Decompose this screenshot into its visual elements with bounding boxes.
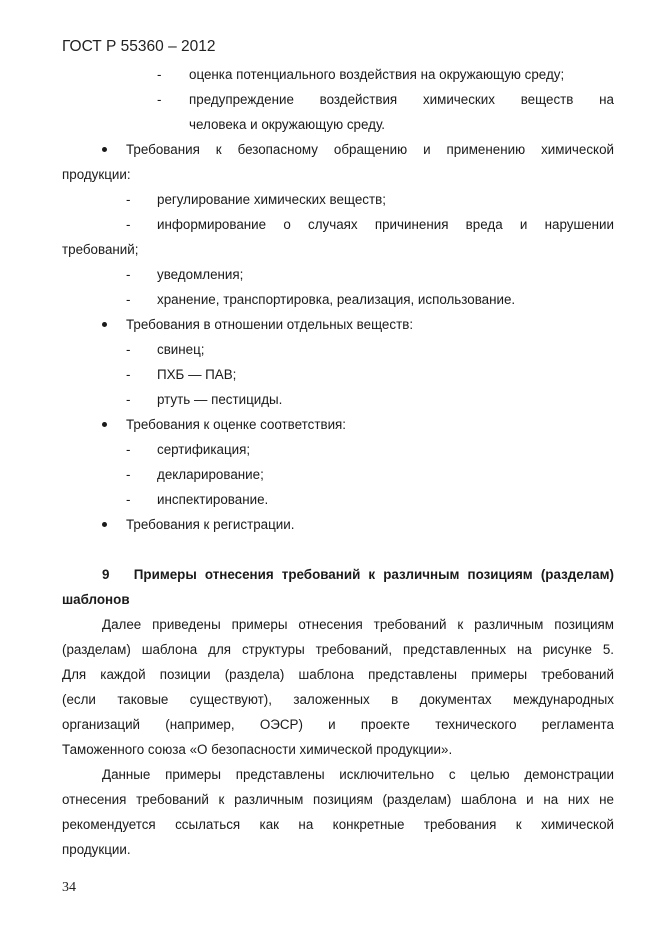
paragraph-line: рекомендуется ссылаться как на конкретные требования к химической — [62, 817, 614, 832]
bullet-item: Требования к оценке соответствия: — [126, 417, 347, 432]
list-item: оценка потенциального воздействия на окружающую среду; — [189, 67, 565, 82]
list-item: регулирование химических веществ; — [157, 192, 386, 207]
page-header: ГОСТ Р 55360 – 2012 — [62, 38, 216, 55]
section-heading: 9 Примеры отнесения требований к различным позициям (разделам) — [102, 567, 614, 582]
list-item: ртуть — пестициды. — [157, 392, 283, 407]
list-item: ПХБ — ПАВ; — [157, 367, 237, 382]
bullet-item: Требования в отношении отдельных веществ: — [126, 317, 414, 332]
page-number: 34 — [62, 880, 76, 895]
paragraph-line: Для каждой позиции (раздела) шаблона представлены примеры требований — [62, 667, 614, 682]
dash-marker: - — [126, 292, 131, 307]
list-item: предупреждение воздействия химических веществ на — [189, 92, 614, 107]
bullet-marker — [102, 147, 107, 152]
list-item-continuation: требований; — [62, 242, 139, 257]
list-item: декларирование; — [157, 467, 264, 482]
dash-marker: - — [126, 192, 131, 207]
list-item: инспектирование. — [157, 492, 269, 507]
bullet-marker — [102, 522, 107, 527]
list-item: информирование о случаях причинения вреда и нарушении — [157, 217, 614, 232]
list-item: сертификация; — [157, 442, 251, 457]
paragraph-line: (разделам) шаблона для структуры требований, представленных на рисунке 5. — [62, 642, 614, 657]
dash-marker: - — [126, 442, 131, 457]
bullet-item-continuation: продукции: — [62, 167, 131, 182]
paragraph-line: продукции. — [62, 842, 131, 857]
list-item: уведомления; — [157, 267, 244, 282]
dash-marker: - — [126, 392, 131, 407]
list-item: хранение, транспортировка, реализация, использование. — [157, 292, 516, 307]
dash-marker: - — [157, 67, 162, 82]
dash-marker: - — [126, 267, 131, 282]
paragraph-line: организаций (например, ОЭСР) и проекте технического регламента — [62, 717, 614, 732]
dash-marker: - — [126, 467, 131, 482]
dash-marker: - — [126, 492, 131, 507]
bullet-item: Требования к безопасному обращению и применению химической — [126, 142, 614, 157]
list-item: свинец; — [157, 342, 205, 357]
dash-marker: - — [126, 367, 131, 382]
bullet-item: Требования к регистрации. — [126, 517, 295, 532]
bullet-marker — [102, 422, 107, 427]
paragraph-line: (если таковые существуют), заложенных в документах международных — [62, 692, 614, 707]
dash-marker: - — [157, 92, 162, 107]
paragraph-line: Далее приведены примеры отнесения требований к различным позициям — [102, 617, 614, 632]
paragraph-line: Таможенного союза «О безопасности химической продукции». — [62, 742, 453, 757]
paragraph-line: отнесения требований к различным позициям (разделам) шаблона и на них не — [62, 792, 614, 807]
dash-marker: - — [126, 217, 131, 232]
dash-marker: - — [126, 342, 131, 357]
bullet-marker — [102, 322, 107, 327]
paragraph-line: Данные примеры представлены исключительно с целью демонстрации — [102, 767, 614, 782]
list-item-continuation: человека и окружающую среду. — [189, 117, 386, 132]
section-heading-continuation: шаблонов — [62, 592, 130, 607]
